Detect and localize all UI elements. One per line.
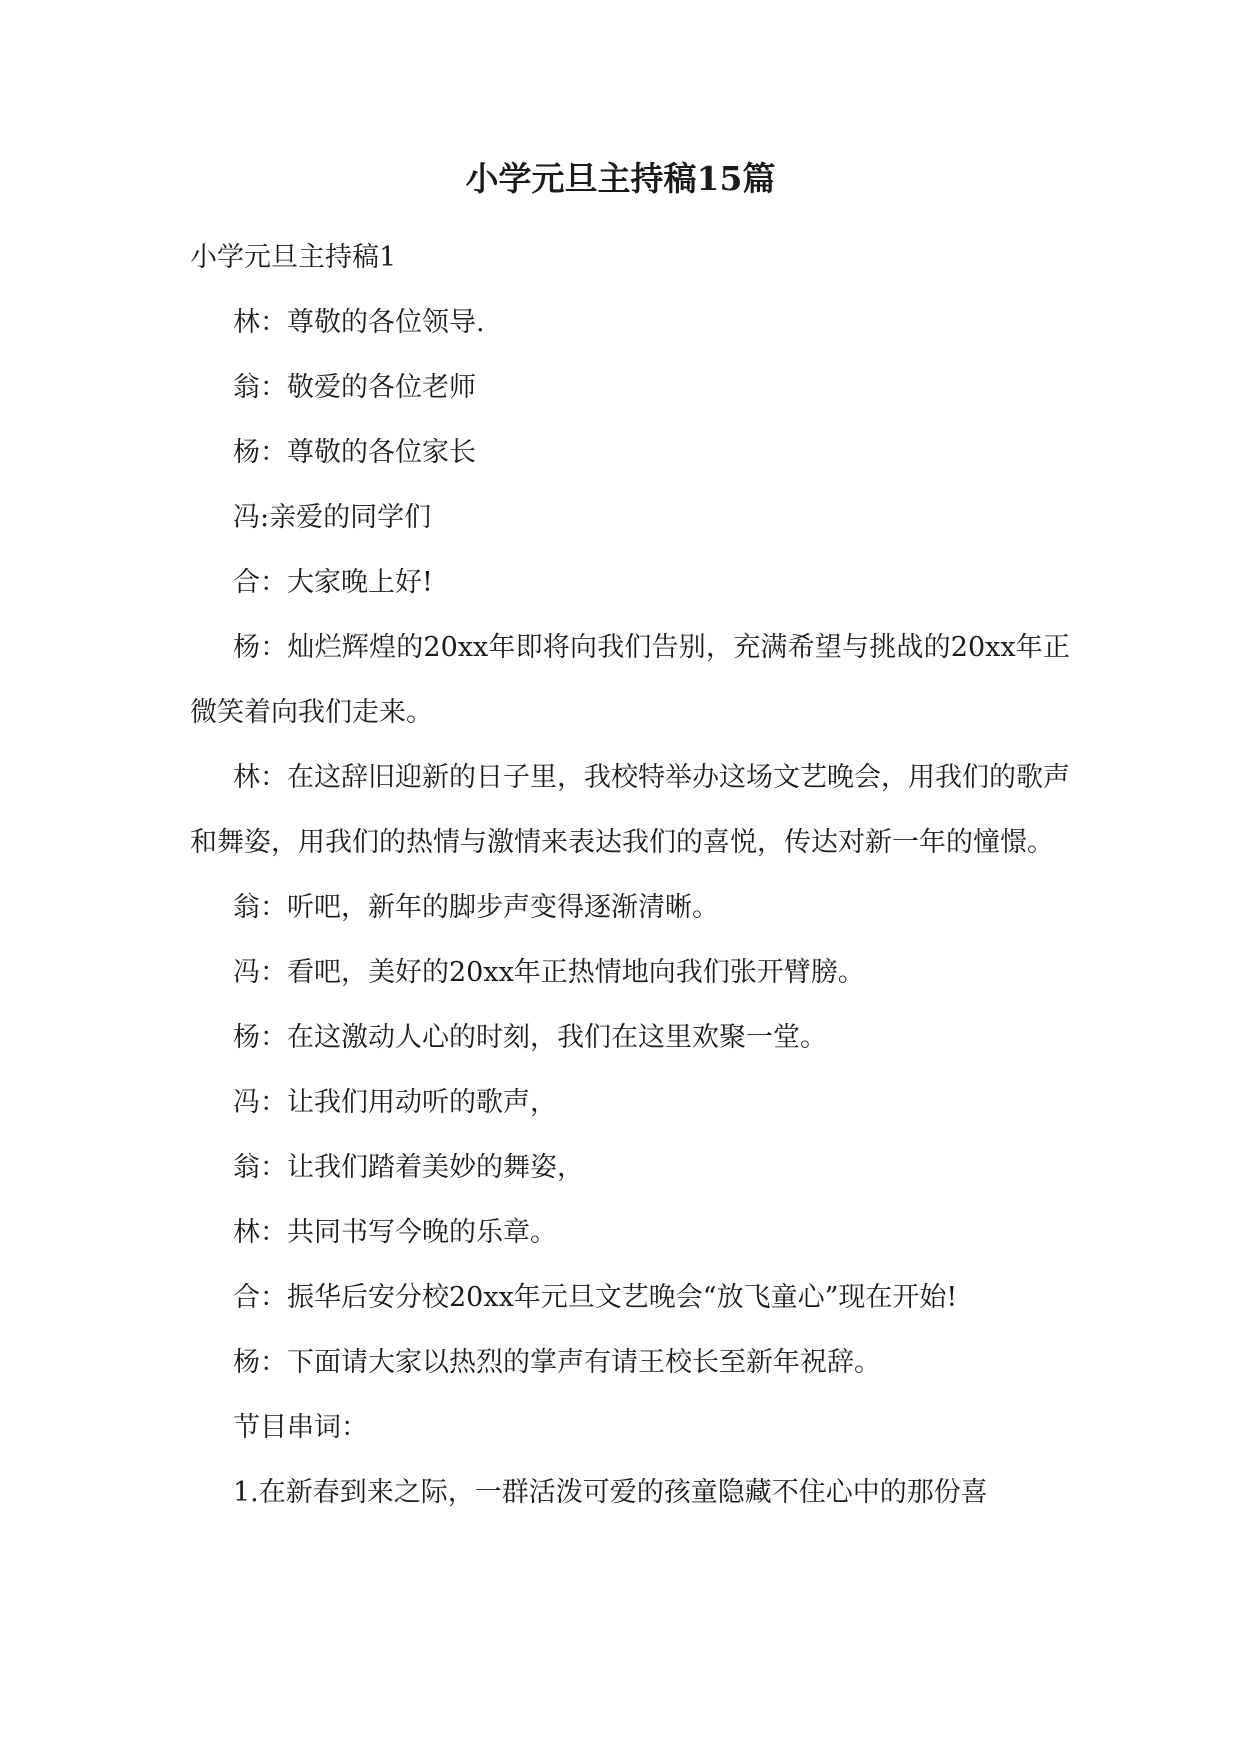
paragraph-3: 杨：尊敬的各位家长 — [233, 437, 476, 468]
paragraph-4: 冯:亲爱的同学们 — [233, 502, 432, 533]
paragraph-17: 1.在新春到来之际，一群活泼可爱的孩童隐藏不住心中的那份喜 — [233, 1477, 988, 1508]
paragraph-9: 冯：看吧，美好的20xx年正热情地向我们张开臂膀。 — [233, 957, 865, 988]
section-heading: 小学元旦主持稿1 — [190, 242, 397, 273]
paragraph-12: 翁：让我们踏着美妙的舞姿， — [233, 1152, 584, 1183]
paragraph-13: 林：共同书写今晚的乐章。 — [233, 1217, 557, 1248]
paragraph-16: 节目串词： — [233, 1412, 368, 1443]
paragraph-7: 林：在这辞旧迎新的日子里，我校特举办这场文艺晚会，用我们的歌声和舞姿，用我们的热情与激情来表达我们的喜悦，传达对新一年的憧憬。 — [190, 762, 1070, 858]
paragraph-8: 翁：听吧，新年的脚步声变得逐渐清晰。 — [233, 892, 719, 923]
paragraph-10: 杨：在这激动人心的时刻，我们在这里欢聚一堂。 — [233, 1022, 827, 1053]
document-body — [190, 225, 1070, 1525]
paragraph-11: 冯：让我们用动听的歌声， — [233, 1087, 557, 1118]
paragraph-14: 合：振华后安分校20xx年元旦文艺晚会“放飞童心”现在开始! — [233, 1282, 958, 1313]
paragraph-6: 杨：灿烂辉煌的20xx年即将向我们告别，充满希望与挑战的20xx年正微笑着向我们走来。 — [190, 632, 1070, 728]
paragraph-1: 林：尊敬的各位领导. — [233, 307, 485, 338]
page-title: 小学元旦主持稿15篇 — [465, 159, 776, 198]
paragraph-5: 合：大家晚上好! — [233, 567, 433, 598]
paragraph-2: 翁：敬爱的各位老师 — [233, 372, 476, 403]
paragraph-15: 杨：下面请大家以热烈的掌声有请王校长至新年祝辞。 — [233, 1347, 881, 1378]
